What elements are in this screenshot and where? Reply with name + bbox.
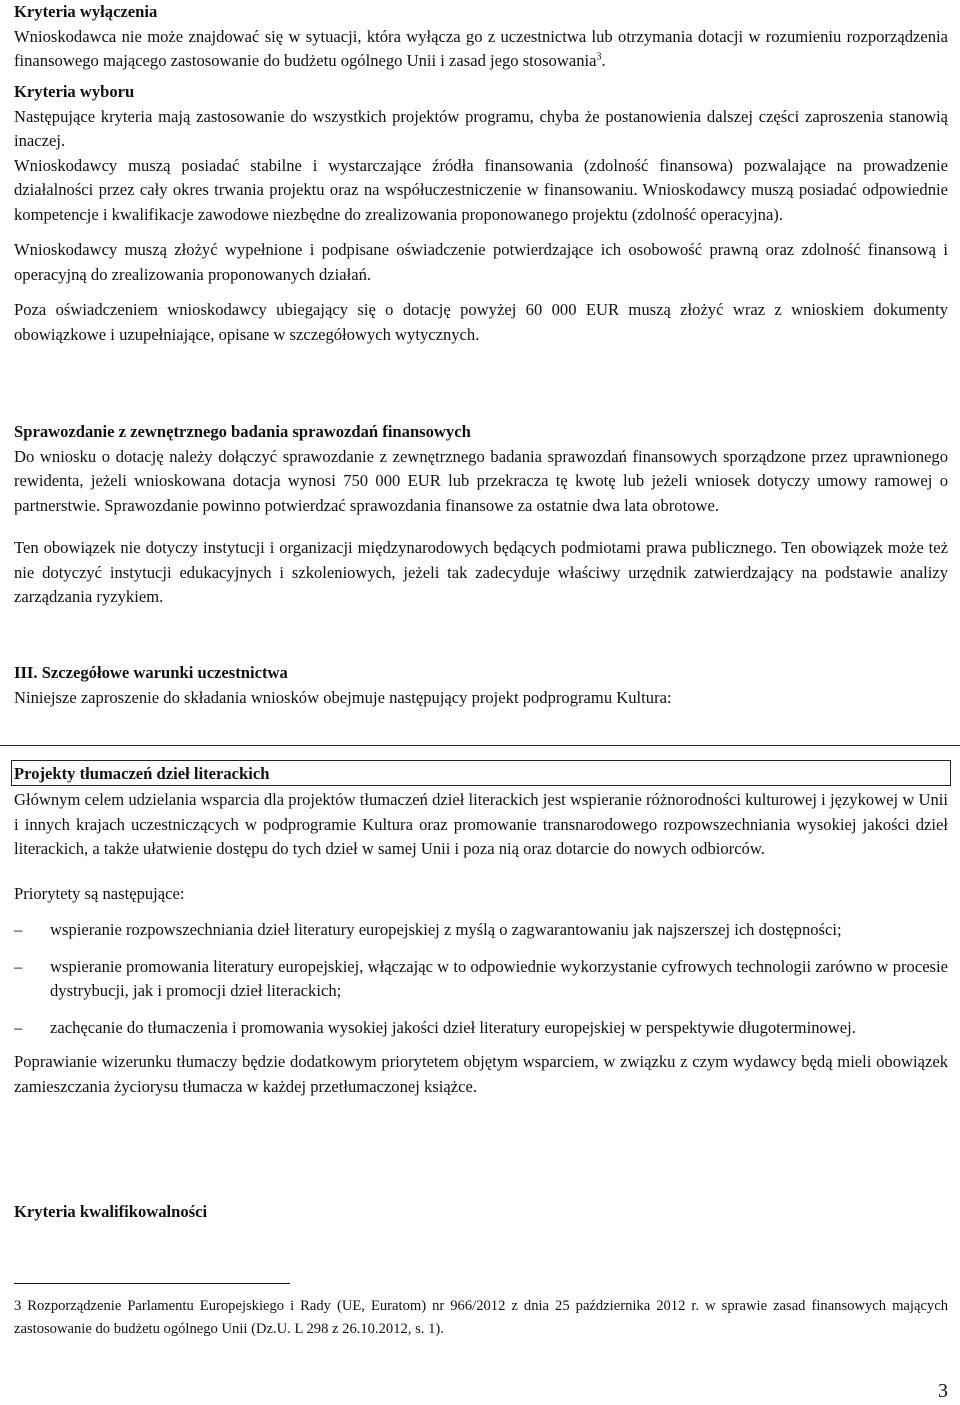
priorities-intro: Priorytety są następujące:	[14, 883, 185, 903]
audit-text: Do wniosku o dotację należy dołączyć sprawozdanie z zewnętrznego badania sprawozdań finansowych sporządzone przez uprawnionego rewidenta, jeżeli wnioskowana dotacja wynosi 750 000 EUR lub przekracza tę kwotę lub jeżeli wniosek dotyczy umowy ramowej o partnerstwie. Sprawozdanie powinno potwierdzać sprawozdania finansowe za ostatnie dwa lata obrotowe.	[14, 446, 948, 515]
translation-additional: Poprawianie wizerunku tłumaczy będzie dodatkowym priorytetem objętym wsparciem, w związku z czym wydawcy będą mieli obowiązek zamieszczania życiorysu tłumacza w każdej przetłumaczonej książce.	[14, 1052, 948, 1096]
conditions-title: Szczegółowe warunki uczestnictwa	[41, 663, 288, 682]
exclusion-text	[14, 25, 948, 74]
priority-item	[14, 918, 948, 943]
dash-bullet: –	[14, 920, 23, 939]
section-divider	[0, 745, 960, 746]
dash-bullet: –	[14, 956, 23, 976]
translation-title-box	[11, 760, 951, 786]
dash-bullet: –	[14, 1017, 23, 1037]
exclusion-title: Kryteria wyłączenia	[14, 2, 158, 21]
conditions-text: Niniejsze zaproszenie do składania wniosków obejmuje następujący projekt podprogramu Kultura:	[14, 687, 672, 707]
footnote-separator	[14, 1283, 290, 1284]
eligibility-title: Kryteria kwalifikowalności	[14, 1202, 208, 1221]
priority-text: zachęcanie do tłumaczenia i promowania wysokiej jakości dzieł literatury europejskiej w perspektywie długoterminowej.	[50, 1017, 856, 1037]
conditions-numeral: III.	[14, 663, 38, 682]
audit-title: Sprawozdanie z zewnętrznego badania sprawozdań finansowych	[14, 422, 471, 441]
footnote-reference: 3	[596, 51, 602, 63]
translation-aim: Głównym celem udzielania wsparcia dla projektów tłumaczeń dzieł literackich jest wspieranie różnorodności kulturowej i językowej w Unii i innych krajach uczestniczących w podprogramie Kultura oraz promowanie transnarodowego rozpowszechniania wysokiej jakości dzieł literackich, a także ułatwienie dostępu do tych dzieł w samej Unii i poza nią oraz dotarcie do nowych odbiorców.	[14, 790, 948, 858]
exclusion-section	[14, 0, 948, 74]
priority-item	[14, 955, 948, 1004]
selection-section	[14, 80, 948, 347]
eligibility-section	[14, 1200, 948, 1225]
translation-title: Projekty tłumaczeń dzieł literackich	[14, 764, 270, 783]
priorities-list	[14, 918, 948, 1040]
page-number: 3	[938, 1380, 948, 1402]
exclusion-trailing: .	[601, 51, 606, 70]
selection-title: Kryteria wyboru	[14, 82, 135, 101]
selection-documents: Poza oświadczeniem wnioskodawcy ubiegający się o dotację powyżej 60 000 EUR muszą złożyć wraz z wnioskiem dokumenty obowiązkowe i uzupełniające, opisane w szczegółowych wytycznych.	[14, 300, 948, 344]
priority-text: wspieranie promowania literatury europejskiej, włączając w to odpowiednie wykorzystanie cyfrowych technologii zarówno w procesie dystrybucji, jak i promocji dzieł literackich;	[50, 956, 948, 1000]
audit-section	[14, 420, 948, 610]
priority-text: wspieranie rozpowszechniania dzieł literatury europejskiej z myślą o zagwarantowaniu jak najszerszej ich dostępności;	[50, 920, 842, 939]
selection-capacity: Wnioskodawcy muszą posiadać stabilne i wystarczające źródła finansowania (zdolność finansowa) pozwalające na prowadzenie działalności przez cały okres trwania projektu oraz na współuczestniczenie w finansowaniu. Wnioskodawcy muszą posiadać odpowiednie kompetencje i kwalifikacje zawodowe niezbędne do zrealizowania proponowanego projektu (zdolność operacyjna).	[14, 155, 948, 224]
translation-section	[14, 788, 948, 1099]
footnote-text: 3 Rozporządzenie Parlamentu Europejskiego i Rady (UE, Euratom) nr 966/2012 z dnia 25 października 2012 r. w sprawie zasad finansowych mających zastosowanie do budżetu ogólnego Unii (Dz.U. L 298 z 26.10.2012, s. 1).	[14, 1298, 948, 1337]
selection-intro: Następujące kryteria mają zastosowanie do wszystkich projektów programu, chyba że postanowienia dalszej części zaproszenia stanowią inaczej.	[14, 106, 948, 150]
conditions-section	[14, 661, 948, 710]
selection-declaration: Wnioskodawcy muszą złożyć wypełnione i podpisane oświadczenie potwierdzające ich osobowość prawną oraz zdolność finansową i operacyjną do zrealizowania proponowanych działań.	[14, 240, 948, 284]
conditions-heading	[14, 661, 948, 686]
audit-exemption: Ten obowiązek nie dotyczy instytucji i organizacji międzynarodowych będących podmiotami prawa publicznego. Ten obowiązek może też nie dotyczyć instytucji edukacyjnych i szkoleniowych, jeżeli tak zadecyduje właściwy urzędnik zatwierdzający na podstawie analizy zarządzania ryzykiem.	[14, 538, 948, 606]
priority-item	[14, 1016, 948, 1041]
exclusion-body: Wnioskodawca nie może znajdować się w sytuacji, która wyłącza go z uczestnictwa lub otrzymania dotacji w rozumieniu rozporządzenia finansowego mającego zastosowanie do budżetu ogólnego Unii i zasad jego stosowania	[14, 26, 948, 70]
